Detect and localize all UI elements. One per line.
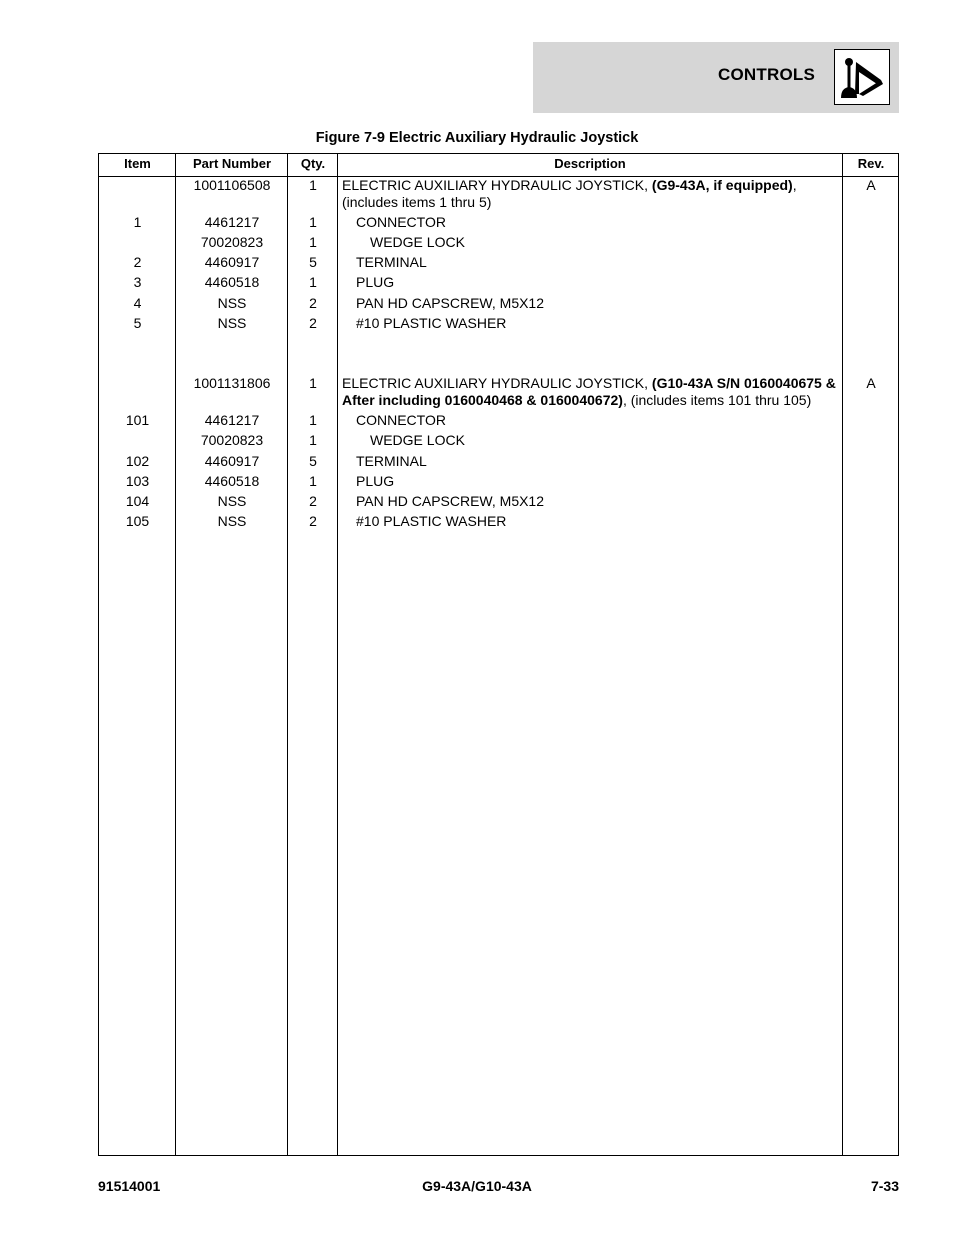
column-header-qty: Qty. <box>300 156 326 171</box>
quantity: 5 <box>309 453 317 469</box>
part-number: 4460518 <box>204 473 260 489</box>
description-text: PAN HD CAPSCREW, M5X12 <box>356 493 545 509</box>
description-text: CONNECTOR <box>356 412 446 428</box>
item-number: 5 <box>133 315 142 331</box>
description <box>342 295 854 312</box>
quantity: 1 <box>309 214 317 230</box>
description <box>342 274 854 291</box>
part-number: 1001131806 <box>193 375 271 391</box>
description-text: PAN HD CAPSCREW, M5X12 <box>356 295 545 311</box>
part-number: 1001106508 <box>193 177 271 193</box>
footer-model: G9-43A/G10-43A <box>422 1178 532 1194</box>
description-text: WEDGE LOCK <box>370 432 465 448</box>
quantity: 2 <box>309 513 317 529</box>
description <box>342 315 854 332</box>
quantity: 1 <box>309 375 317 391</box>
figure-title: Figure 7-9 Electric Auxiliary Hydraulic Joystick <box>315 130 639 146</box>
section-title: CONTROLS <box>718 65 815 84</box>
description <box>342 453 854 470</box>
part-number: NSS <box>217 295 247 311</box>
description <box>342 214 854 231</box>
description-text: WEDGE LOCK <box>370 234 465 250</box>
description-text: ELECTRIC AUXILIARY HYDRAULIC JOYSTICK, <box>342 177 652 193</box>
part-number: 4460917 <box>204 254 260 270</box>
item-number: 104 <box>125 493 150 509</box>
description-model-note: (G9-43A, if equipped) <box>651 177 793 193</box>
part-number: NSS <box>217 493 247 509</box>
description-model-note: (G10-43A S/N 0160040675 & After including 0160040468 & 0160040672) <box>342 375 836 408</box>
revision: A <box>866 375 876 391</box>
description <box>342 493 854 510</box>
description-text: ELECTRIC AUXILIARY HYDRAULIC JOYSTICK, <box>342 375 652 391</box>
quantity: 2 <box>309 295 317 311</box>
item-number: 105 <box>125 513 150 529</box>
quantity: 1 <box>309 473 317 489</box>
item-number: 1 <box>133 214 142 230</box>
quantity: 5 <box>309 254 317 270</box>
quantity: 2 <box>309 315 317 331</box>
item-number: 101 <box>125 412 150 428</box>
part-number: NSS <box>217 513 247 529</box>
quantity: 1 <box>309 274 317 290</box>
part-number: 70020823 <box>200 432 264 448</box>
part-number: 4460917 <box>204 453 260 469</box>
item-number: 3 <box>133 274 142 290</box>
description-text: PLUG <box>356 473 395 489</box>
description-text: #10 PLASTIC WASHER <box>356 513 507 529</box>
description <box>342 513 854 530</box>
item-number: 4 <box>133 295 142 311</box>
item-number: 103 <box>125 473 150 489</box>
part-number: 4461217 <box>204 412 260 428</box>
description <box>342 375 840 409</box>
footer-document-number: 91514001 <box>98 1178 161 1194</box>
quantity: 1 <box>309 234 317 250</box>
description <box>342 234 868 251</box>
description-text: #10 PLASTIC WASHER <box>356 315 507 331</box>
item-number: 102 <box>125 453 150 469</box>
part-number: 4461217 <box>204 214 260 230</box>
parts-table <box>98 153 899 1156</box>
column-header-rev: Rev. <box>857 156 885 171</box>
description-text: CONNECTOR <box>356 214 446 230</box>
quantity: 1 <box>309 432 317 448</box>
description-includes-note: , (includes items 1 thru 5) <box>342 177 797 210</box>
part-number: 4460518 <box>204 274 260 290</box>
section-header-tab <box>533 42 899 113</box>
footer-page-number: 7-33 <box>870 1178 899 1194</box>
column-header-description: Description <box>554 156 626 171</box>
description <box>342 432 868 449</box>
column-header-item: Item <box>124 156 151 171</box>
description-text: TERMINAL <box>356 254 427 270</box>
description <box>342 254 854 271</box>
revision: A <box>866 177 876 193</box>
description-includes-note: , (includes items 101 thru 105) <box>622 392 812 408</box>
part-number: NSS <box>217 315 247 331</box>
column-header-part-number: Part Number <box>192 156 272 171</box>
description-text: TERMINAL <box>356 453 427 469</box>
quantity: 1 <box>309 177 317 193</box>
description <box>342 473 854 490</box>
quantity: 1 <box>309 412 317 428</box>
joystick-icon <box>834 49 890 105</box>
part-number: 70020823 <box>200 234 264 250</box>
description-text: PLUG <box>356 274 395 290</box>
item-number: 2 <box>133 254 142 270</box>
description <box>342 412 854 429</box>
quantity: 2 <box>309 493 317 509</box>
description <box>342 177 840 211</box>
